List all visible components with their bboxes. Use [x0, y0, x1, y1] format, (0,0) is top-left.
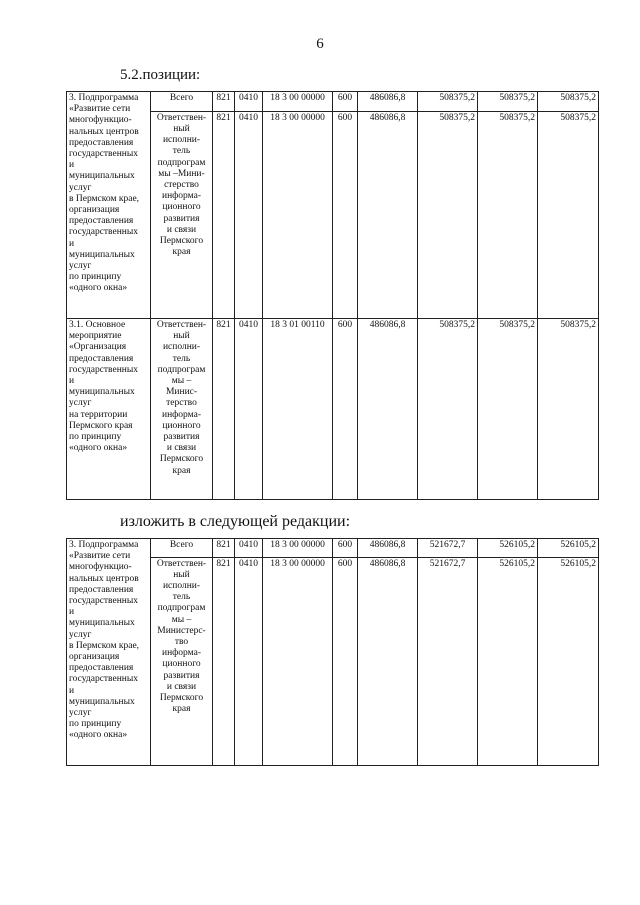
value-cell: 526105,2	[538, 539, 599, 558]
rzpr-cell: 0410	[235, 111, 263, 318]
value-cell: 486086,8	[358, 92, 418, 112]
csr-cell: 18 3 00 00000	[263, 539, 333, 558]
value-cell: 508375,2	[478, 319, 538, 500]
value-cell: 486086,8	[358, 319, 418, 500]
rzpr-cell: 0410	[235, 92, 263, 112]
value-cell: 486086,8	[358, 557, 418, 765]
vr-cell: 600	[333, 539, 358, 558]
page-number: 6	[316, 36, 324, 52]
vr-cell: 600	[333, 319, 358, 500]
table-row	[67, 319, 599, 500]
value-cell: 526105,2	[478, 557, 538, 765]
executor-cell: Всего	[151, 92, 213, 112]
csr-cell: 18 3 00 00000	[263, 557, 333, 765]
value-cell: 526105,2	[538, 557, 599, 765]
value-cell: 508375,2	[418, 92, 478, 112]
table-old-positions	[66, 91, 599, 500]
vr-cell: 600	[333, 111, 358, 318]
section-heading-new-edition: изложить в следующей редакции:	[120, 513, 351, 530]
value-cell: 508375,2	[538, 111, 599, 318]
section-heading-positions: 5.2.позиции:	[120, 67, 201, 83]
grbs-cell: 821	[213, 539, 235, 558]
rzpr-cell: 0410	[235, 557, 263, 765]
executor-cell: Ответствен- ный исполни- тель подпрограм мы – Минис- терство информа- ционного развития и связи Пермского края	[151, 319, 213, 500]
executor-cell: Ответствен- ный исполни- тель подпрограм мы – Министерс- тво информа- ционного развития и связи Пермского края	[151, 557, 213, 765]
grbs-cell: 821	[213, 111, 235, 318]
table-row	[67, 92, 599, 112]
csr-cell: 18 3 00 00000	[263, 111, 333, 318]
value-cell: 486086,8	[358, 111, 418, 318]
executor-cell: Ответствен- ный исполни- тель подпрограм мы –Мини- стерство информа- ционного развития и связи Пермского края	[151, 111, 213, 318]
program-name-cell: 3. Подпрограмма «Развитие сети многофункцио- нальных центров предоставления государственных и муниципальных услуг в Пермском крае, организация предоставления государственных и муниципальных услуг по принципу «одного окна»	[67, 539, 151, 766]
table-row	[67, 539, 599, 558]
value-cell: 508375,2	[418, 111, 478, 318]
rzpr-cell: 0410	[235, 539, 263, 558]
grbs-cell: 821	[213, 557, 235, 765]
value-cell: 526105,2	[478, 539, 538, 558]
value-cell: 508375,2	[538, 92, 599, 112]
grbs-cell: 821	[213, 319, 235, 500]
value-cell: 508375,2	[418, 319, 478, 500]
table-new-edition	[66, 538, 599, 766]
value-cell: 508375,2	[478, 111, 538, 318]
rzpr-cell: 0410	[235, 319, 263, 500]
csr-cell: 18 3 00 00000	[263, 92, 333, 112]
program-name-cell: 3. Подпрограмма «Развитие сети многофункцио- нальных центров предоставления государственных и муниципальных услуг в Пермском крае, организация предоставления государственных и муниципальных услуг по принципу «одного окна»	[67, 92, 151, 319]
value-cell: 486086,8	[358, 539, 418, 558]
value-cell: 508375,2	[538, 319, 599, 500]
program-name-cell: 3.1. Основное мероприятие «Организация предоставления государственных и муниципальных услуг на территории Пермского края по принципу «одного окна»	[67, 319, 151, 500]
csr-cell: 18 3 01 00110	[263, 319, 333, 500]
vr-cell: 600	[333, 557, 358, 765]
executor-cell: Всего	[151, 539, 213, 558]
value-cell: 521672,7	[418, 557, 478, 765]
value-cell: 508375,2	[478, 92, 538, 112]
vr-cell: 600	[333, 92, 358, 112]
grbs-cell: 821	[213, 92, 235, 112]
value-cell: 521672,7	[418, 539, 478, 558]
